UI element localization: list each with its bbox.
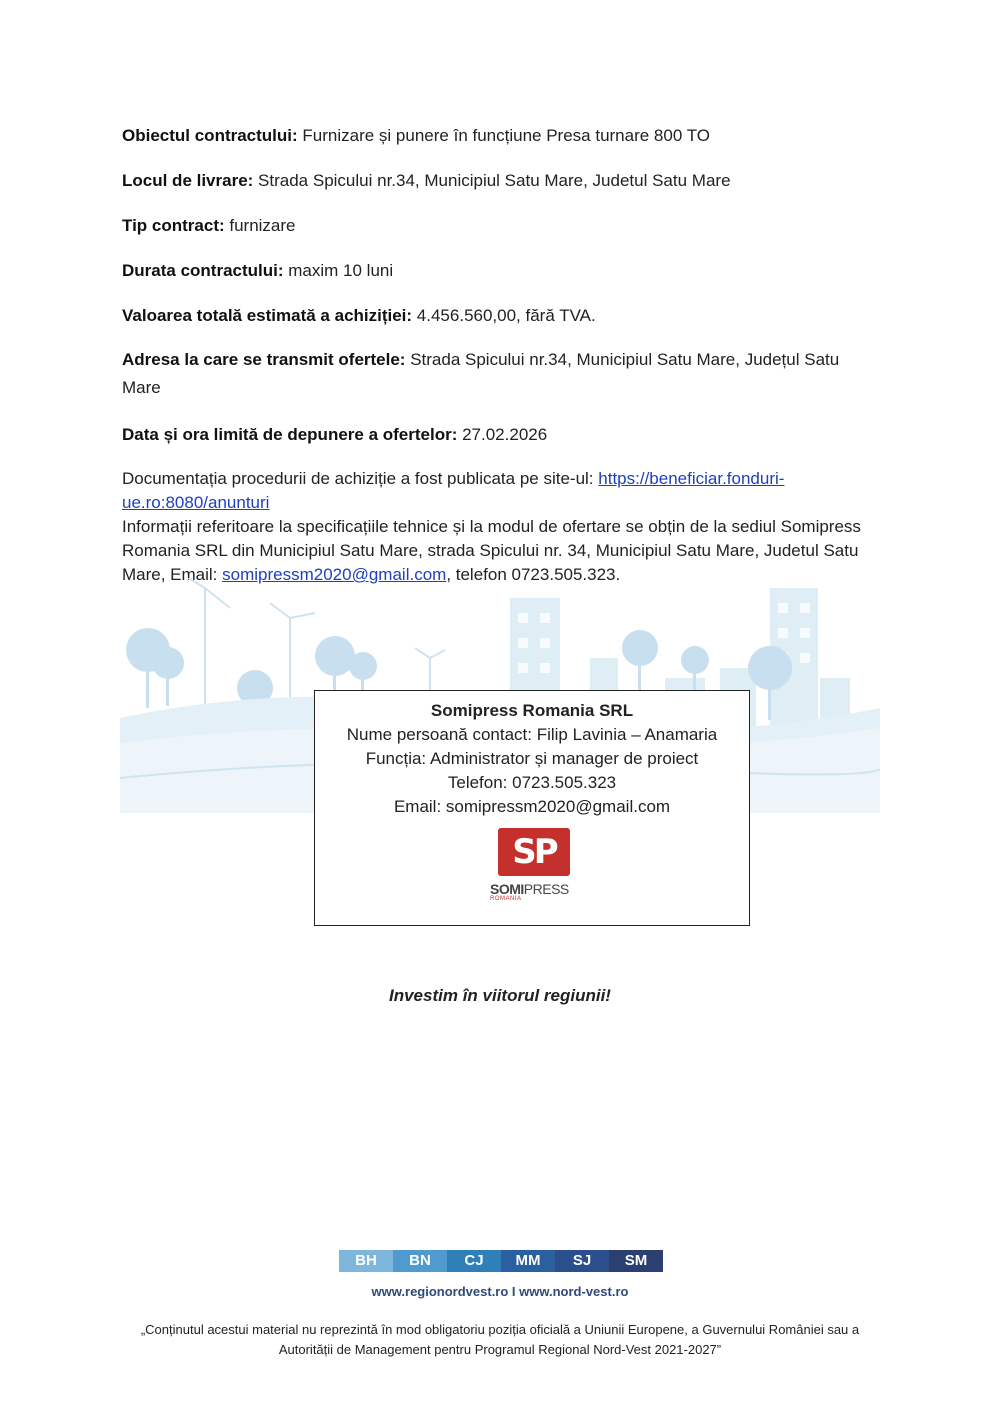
documentation-link[interactable]: https://beneficiar.fonduri-ue.ro:8080/anunturi [122, 469, 785, 512]
field-value: 27.02.2026 [457, 425, 548, 444]
website-links: www.regionordvest.ro I www.nord-vest.ro [371, 1284, 629, 1299]
field-offer-address [122, 346, 882, 402]
county-cj: CJ [447, 1250, 501, 1272]
field-value: Furnizare și punere în funcțiune Presa turnare 800 TO [297, 126, 711, 145]
contact-box [314, 690, 750, 926]
information-paragraph [122, 515, 882, 587]
logo-wordmark: SOMIPRESS [490, 881, 569, 897]
field-value: Strada Spicului nr.34, Municipiul Satu Mare, Județul Satu Mare [122, 350, 840, 397]
disclaimer: „Conținutul acestui material nu reprezintă în mod obligatoriu poziția oficială a Uniunii Europene, a Guvernului României sau a Autorității de Management pentru Programul Regional Nord-Vest 2021-2027” [140, 1322, 860, 1357]
contact-email: Email: somipressm2020@gmail.com [393, 797, 671, 816]
field-delivery-place [122, 167, 882, 194]
field-value: furnizare [224, 216, 296, 235]
field-label: Valoarea totală estimată a achiziției: [122, 306, 413, 325]
somipress-logo [490, 828, 570, 903]
documentation-text: Documentația procedurii de achiziție a fost publicata pe site-ul: [122, 469, 599, 488]
field-contract-object [122, 122, 882, 149]
information-phone-text: , telefon 0723.505.323. [446, 565, 621, 584]
field-label: Durata contractului: [122, 261, 284, 280]
field-label: Adresa la care se transmit ofertele: [122, 350, 406, 369]
information-text: Informații referitoare la specificațiile tehnice și la modul de ofertare se obțin de la sediul Somipress Romania SRL din Municipiul Satu Mare, strada Spicului nr. 34, Municipiul Satu Mare, Judetul Satu Mare, Email: [122, 517, 861, 584]
county-bn: BN [393, 1250, 447, 1272]
information-email-link[interactable]: somipressm2020@gmail.com [222, 565, 447, 584]
field-label: Data și ora limită de depunere a ofertelor: [122, 425, 458, 444]
field-estimated-value [122, 302, 882, 329]
contact-company: Somipress Romania SRL [430, 701, 634, 720]
contact-role: Funcția: Administrator și manager de proiect [365, 749, 699, 768]
field-contract-duration [122, 257, 882, 284]
county-sj: SJ [555, 1250, 609, 1272]
contact-phone: Telefon: 0723.505.323 [447, 773, 617, 792]
field-value: maxim 10 luni [283, 261, 394, 280]
county-bh: BH [339, 1250, 393, 1272]
county-sm: SM [609, 1250, 663, 1272]
field-label: Locul de livrare: [122, 171, 254, 190]
county-mm: MM [501, 1250, 555, 1272]
documentation-paragraph [122, 467, 882, 515]
slogan: Investim în viitorul regiunii! [389, 986, 611, 1005]
field-label: Obiectul contractului: [122, 126, 298, 145]
sp-logo-icon: SP [498, 828, 570, 876]
logo-subtext: ROMANIA [490, 896, 522, 902]
county-bar [339, 1250, 663, 1272]
field-value: Strada Spicului nr.34, Municipiul Satu Mare, Judetul Satu Mare [253, 171, 731, 190]
field-contract-type [122, 212, 882, 239]
field-deadline [122, 421, 882, 448]
field-value: 4.456.560,00, fără TVA. [412, 306, 596, 325]
contact-person: Nume persoană contact: Filip Lavinia – Anamaria [346, 725, 718, 744]
field-label: Tip contract: [122, 216, 225, 235]
